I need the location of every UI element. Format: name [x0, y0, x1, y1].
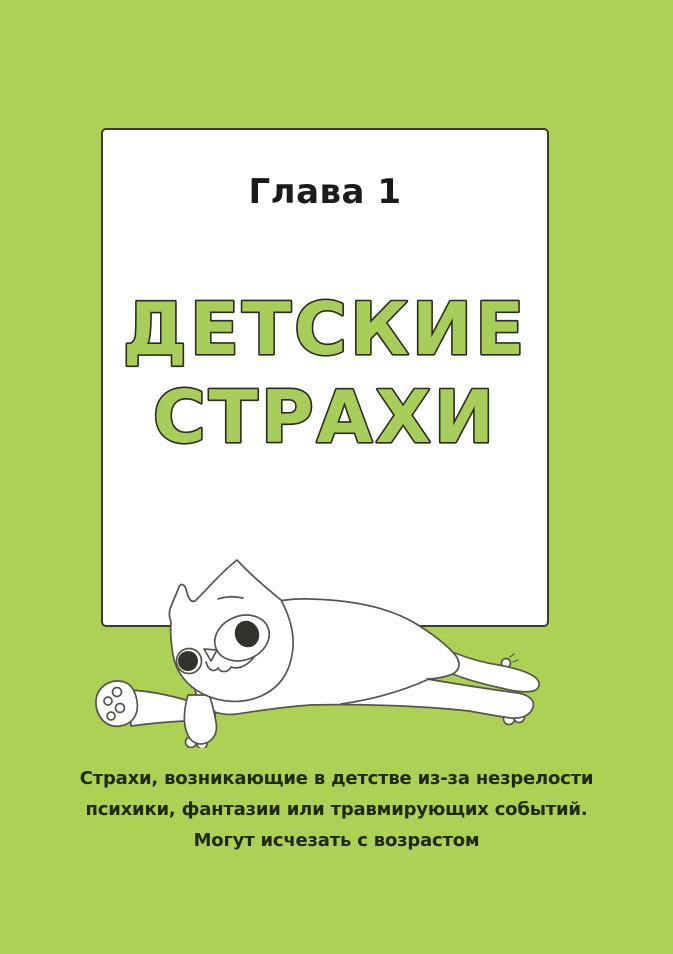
chapter-title-line1: ДЕТСКИЕ [122, 287, 528, 371]
cat-paw-bean [104, 697, 112, 705]
description-line: Могут исчезать с возрастом [193, 830, 480, 851]
cat-chin-paw [184, 695, 216, 744]
cat-paw-bean [113, 688, 122, 697]
chapter-title [105, 282, 545, 467]
cat-paw-bean [116, 704, 125, 713]
cat-illustration [85, 543, 565, 748]
cat-claw-marks [510, 654, 518, 662]
chapter-description [0, 763, 673, 856]
description-line: психики, фантазии или травмирующих событий. [85, 799, 588, 820]
chapter-label: Глава 1 [248, 172, 402, 212]
cat-paw-bean [107, 712, 115, 720]
description-line: Страхи, возникающие в детстве из-за незрелости [79, 768, 594, 789]
chapter-title-line2: СТРАХИ [152, 375, 498, 459]
cat-pupil-small [178, 651, 198, 671]
